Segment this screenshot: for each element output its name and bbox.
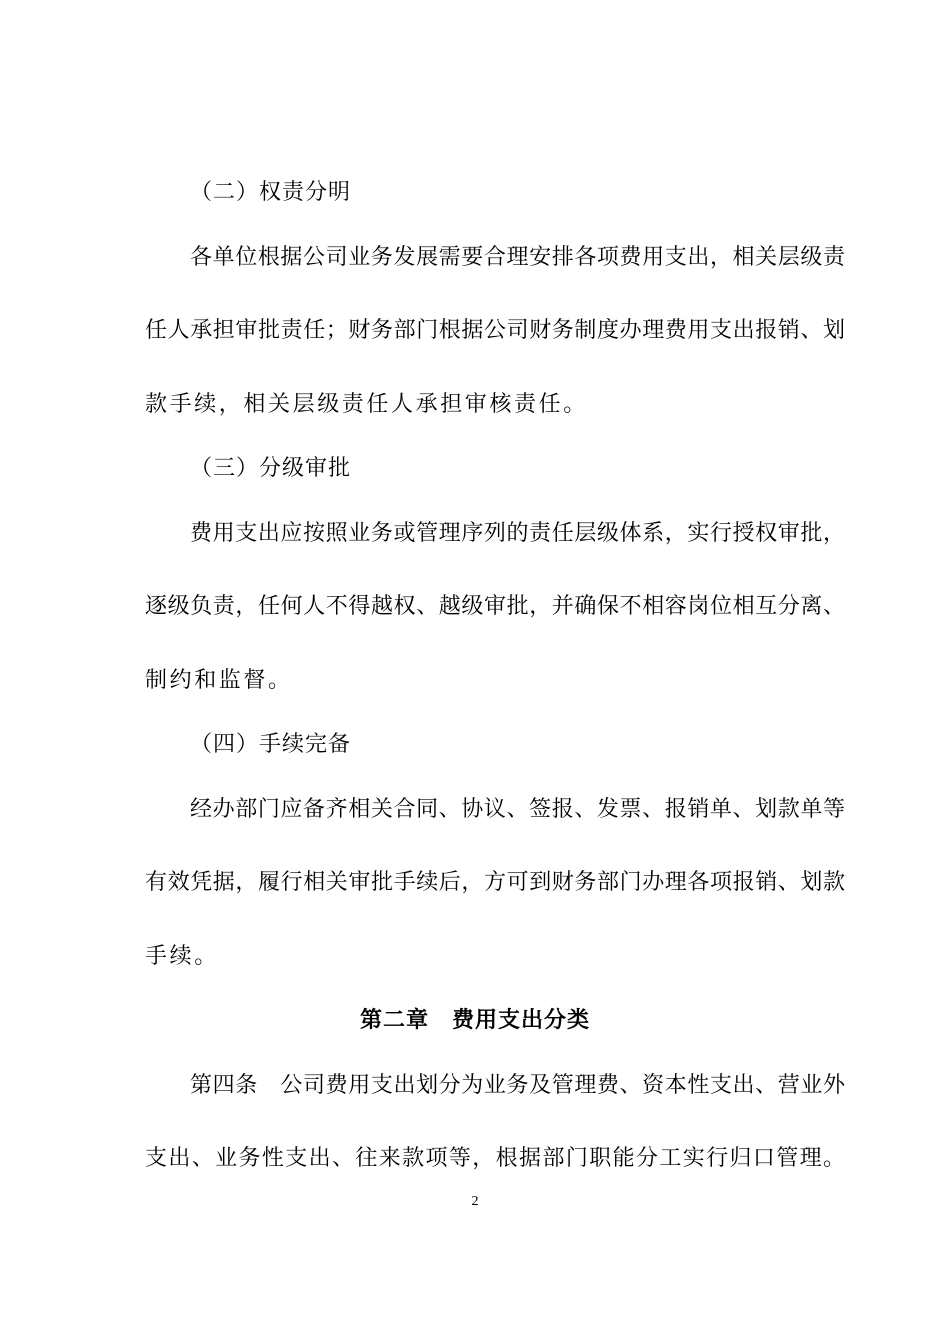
section-2-paragraph-line-3: 款手续，相关层级责任人承担审核责任。 [145,392,588,417]
section-2-paragraph-line-1: 各单位根据公司业务发展需要合理安排各项费用支出，相关层级责 [190,245,845,270]
section-3-paragraph-line-2: 逐级负责，任何人不得越权、越级审批，并确保不相容岗位相互分离、 [145,594,845,619]
section-4-heading: （四）手续完备 [190,732,352,757]
chapter-title: 第二章 费用支出分类 [359,1007,590,1033]
section-2-heading: （二）权责分明 [190,180,352,205]
section-4-paragraph-line-2: 有效凭据，履行相关审批手续后，方可到财务部门办理各项报销、划款 [145,870,845,895]
section-3-paragraph-line-1: 费用支出应按照业务或管理序列的责任层级体系，实行授权审批， [190,521,845,546]
article-4-line-2: 支出、业务性支出、往来款项等，根据部门职能分工实行归口管理。 [145,1146,845,1171]
page-number: 2 [471,1194,479,1209]
section-2-paragraph-line-2: 任人承担审批责任；财务部门根据公司财务制度办理费用支出报销、划 [145,318,845,343]
section-3-paragraph-line-3: 制约和监督。 [145,668,293,693]
section-4-paragraph-line-1: 经办部门应备齐相关合同、协议、签报、发票、报销单、划款单等 [190,797,845,822]
article-4-line-1: 第四条 公司费用支出划分为业务及管理费、资本性支出、营业外 [190,1073,845,1098]
section-4-paragraph-line-3: 手续。 [145,944,219,969]
section-3-heading: （三）分级审批 [190,456,352,481]
